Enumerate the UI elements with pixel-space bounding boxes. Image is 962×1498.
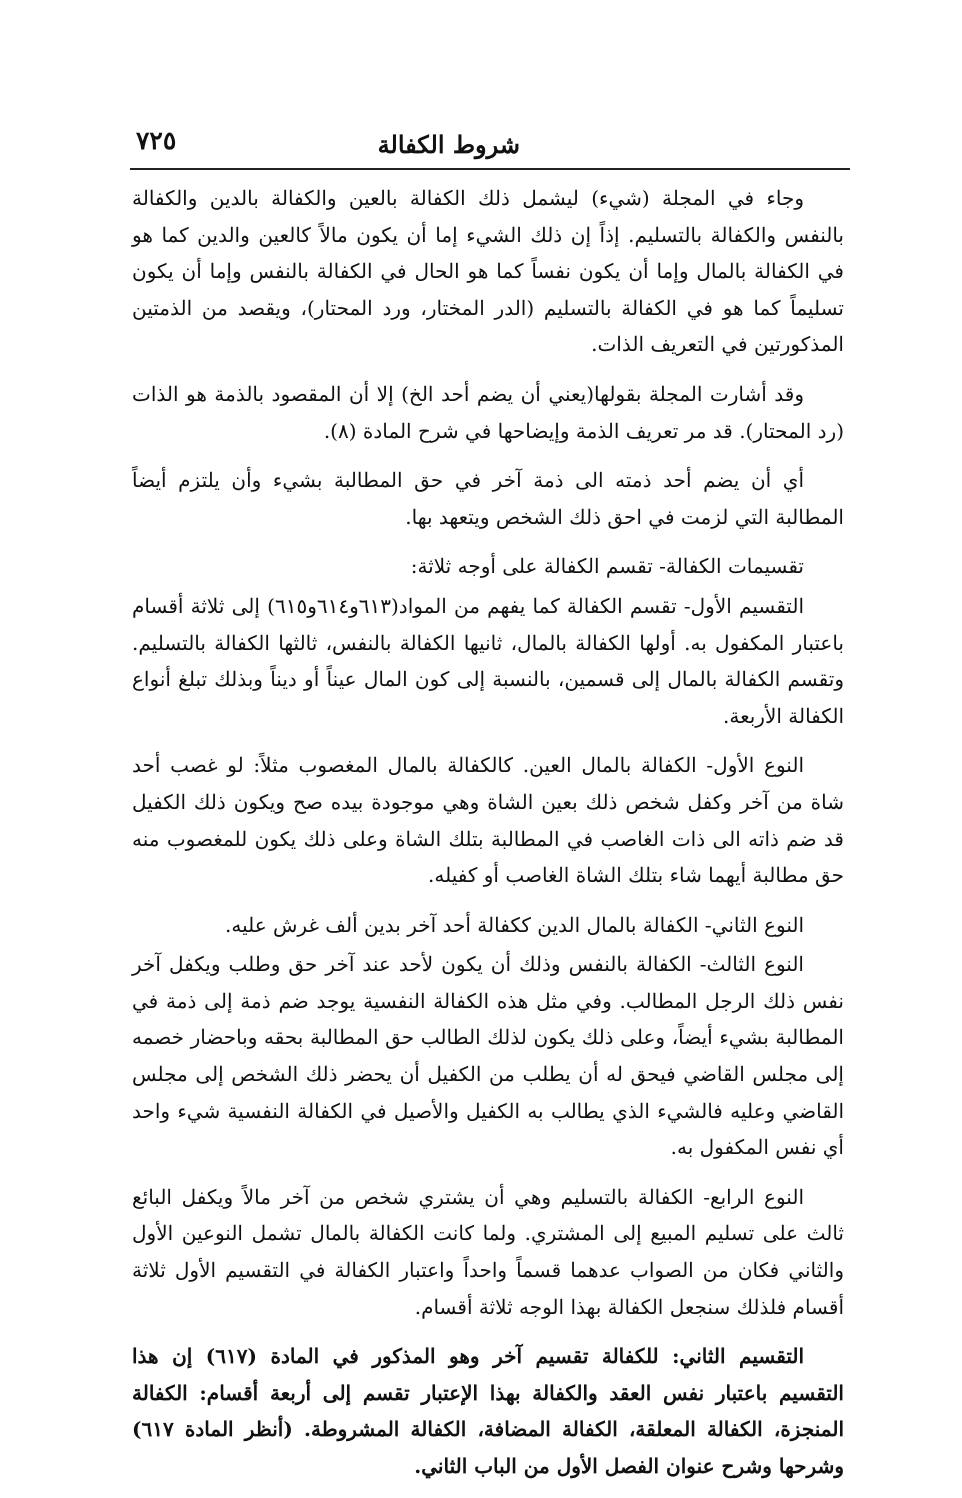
chapter-title: شروط الكفالة xyxy=(377,130,520,159)
paragraph-first-division: التقسيم الأول- تقسم الكفالة كما يفهم من المواد(٦١٣و٦١٤و٦١٥) إلى ثلاثة أقسام باعتبار المكفول به. أولها الكفالة بالمال، ثانيها الكفالة بالنفس، ثالثها الكفالة بالتسليم. وتقسم الكفالة بالمال إلى قسمين، بالنسبة إلى كون المال عيناً أو ديناً وبذلك تبلغ أنواع الكفالة الأربعة. xyxy=(132,593,844,728)
paragraph-definition: أي أن يضم أحد ذمته الى ذمة آخر في حق المطالبة بشيء وأن يلتزم أيضاً المطالبة التي لزمت في احق ذلك الشخص ويتعهد بها. xyxy=(132,468,844,529)
paragraph-type-four: النوع الرابع- الكفالة بالتسليم وهي أن يشتري شخص من آخر مالاً ويكفل البائع ثالث على تسليم المبيع إلى المشتري. ولما كانت الكفالة بالمال تشمل النوعين الأول والثاني فكان من الصواب عدهما قسماً واحداً واعتبار الكفالة في التقسيم الأول ثلاثة أقسام فلذلك سنجعل الكفالة بهذا الوجه ثلاثة أقسام. xyxy=(132,1184,844,1319)
paragraph-majalla-reference: وقد أشارت المجلة بقولها(يعني أن يضم أحد الخ) إلا أن المقصود بالذمة هو الذات (رد المحتار). قد مر تعريف الذمة وإيضاحها في شرح المادة (٨). xyxy=(132,381,844,443)
body-text xyxy=(132,180,844,1498)
paragraph-type-three: النوع الثالث- الكفالة بالنفس وذلك أن يكون لأحد عند آخر حق وطلب ويكفل آخر نفس ذلك الرجل المطالب. وفي مثل هذه الكفالة النفسية يوجد ضم ذمة إلى ذمة في المطالبة بشيء أيضاً، وعلى ذلك يكون لذلك الطالب حق المطالبة بحقه وباحضار خصمه إلى مجلس القاضي فيحق له أن يطلب من الكفيل أن يحضر ذلك الشخص إلى مجلس القاضي وعليه فالشيء الذي يطالب به الكفيل والأصيل في الكفالة النفسية شيء واحد أي نفس المكفول به. xyxy=(132,952,844,1160)
paragraph-type-one: النوع الأول- الكفالة بالمال العين. كالكفالة بالمال المغصوب مثلاً: لو غصب أحد شاة من آخر وكفل شخص ذلك بعين الشاة وهي موجودة بيده صح ويكون ذلك الكفيل قد ضم ذاته الى ذات الغاصب في المطالبة بتلك الشاة وعلى ذلك يكون للمغصوب منه حق مطالبة أيهما شاء بتلك الشاة الغاصب أو كفيله. xyxy=(132,753,844,888)
page-number: ٧٢٥ xyxy=(136,126,177,155)
paragraph-second-division: التقسيم الثاني: للكفالة تقسيم آخر وهو المذكور في المادة (٦١٧) إن هذا التقسيم باعتبار نفس العقد والكفالة بهذا الإعتبار تقسم إلى أربعة أقسام: الكفالة المنجزة، الكفالة المعلقة، الكفالة المضافة، الكفالة المشروطة. (أنظر المادة ٦١٧) وشرحها وشرح عنوان الفصل الأول من الباب الثاني. xyxy=(132,1344,844,1478)
paragraph-type-two: النوع الثاني- الكفالة بالمال الدين ككفالة أحد آخر بدين ألف غرش عليه. xyxy=(224,912,804,937)
running-header xyxy=(130,122,850,170)
paragraph-majalla-thing: وجاء في المجلة (شيء) ليشمل ذلك الكفالة بالعين والكفالة بالدين والكفالة بالنفس والكفالة بالتسليم. إذاً إن ذلك الشيء إما أن يكون مالاً كالعين والدين كما هو في الكفالة بالمال وإما أن يكون نفساً كما هو الحال في الكفالة بالنفس وإما أن يكون تسليماً كما هو في الكفالة بالتسليم (الدر المختار، ورد المحتار)، ويقصد من الذمتين المذكورتين في التعريف الذات. xyxy=(132,186,844,357)
paragraph-divisions-intro: تقسيمات الكفالة- تقسم الكفالة على أوجه ثلاثة: xyxy=(410,554,804,579)
